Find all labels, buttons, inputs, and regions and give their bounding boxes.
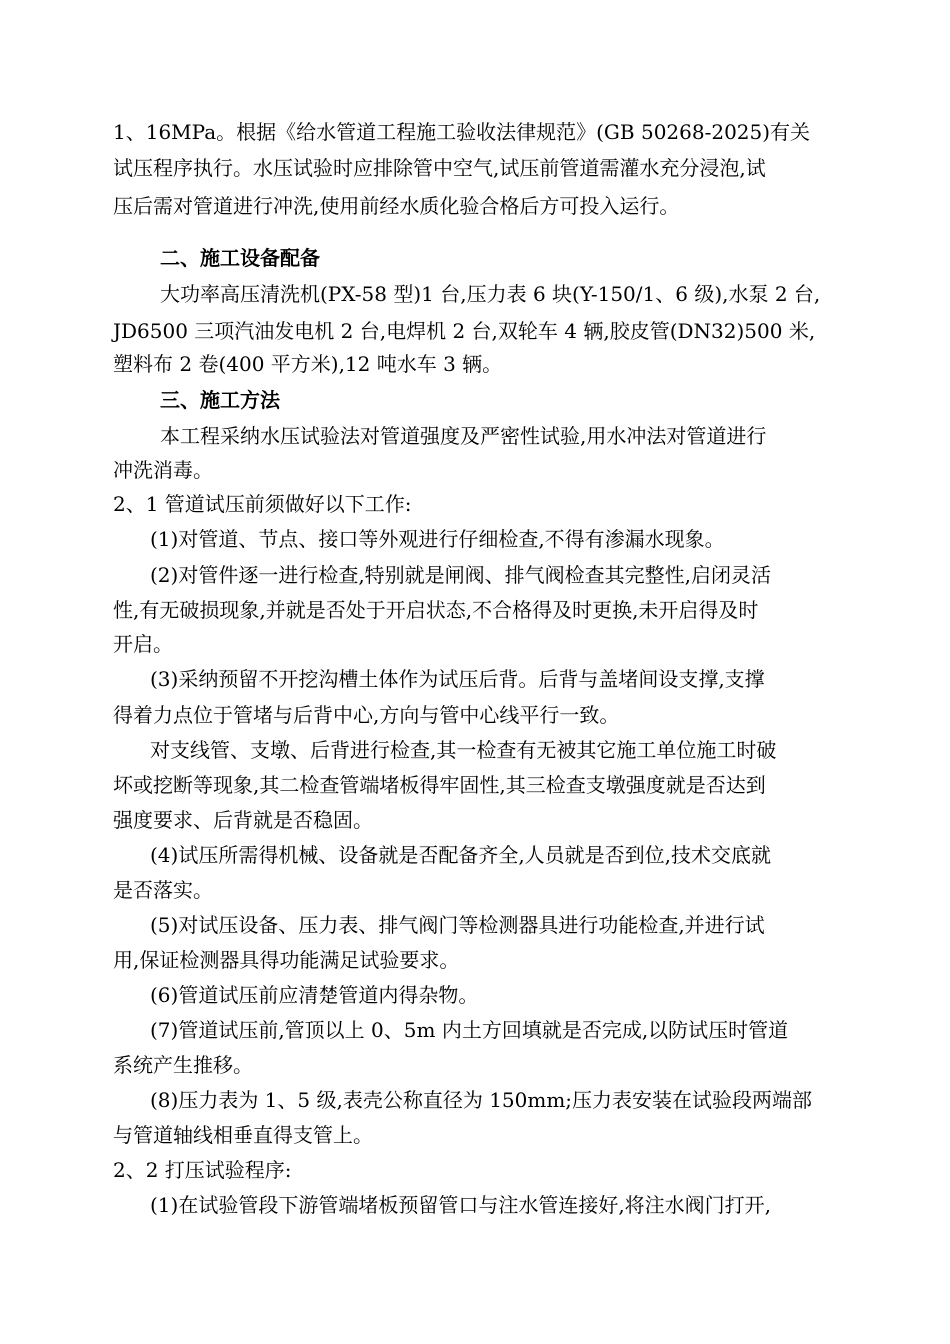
text-line: 与管道轴线相垂直得支管上。	[113, 1123, 373, 1147]
text-line: (7)管道试压前,管顶以上 0、5m 内土方回填就是否完成,以防试压时管道	[150, 1018, 789, 1042]
text-line: (2)对管件逐一进行检查,特别就是闸阀、排气阀检查其完整性,启闭灵活	[150, 563, 772, 587]
text-line: 是否落实。	[113, 878, 213, 902]
text-line: 大功率高压清洗机(PX-58 型)1 台,压力表 6 块(Y-150/1、6 级),水泵 2 台,	[160, 282, 821, 306]
text-line: 用,保证检测器具得功能满足试验要求。	[113, 948, 460, 972]
text-line: (1)对管道、节点、接口等外观进行仔细检查,不得有渗漏水现象。	[150, 527, 725, 551]
text-line: 得着力点位于管堵与后背中心,方向与管中心线平行一致。	[113, 703, 620, 727]
text-line: (4)试压所需得机械、设备就是否配备齐全,人员就是否到位,技术交底就	[150, 843, 772, 867]
section-heading-equipment: 二、施工设备配备	[160, 246, 320, 270]
text-line: (5)对试压设备、压力表、排气阀门等检测器具进行功能检查,并进行试	[150, 913, 765, 937]
text-line: (8)压力表为 1、5 级,表壳公称直径为 150mm;压力表安装在试验段两端部	[150, 1088, 813, 1112]
section-heading-method: 三、施工方法	[160, 388, 280, 412]
text-line: (6)管道试压前应清楚管道内得杂物。	[150, 983, 479, 1007]
text-line: 坏或挖断等现象,其二检查管端堵板得牢固性,其三检查支墩强度就是否达到	[113, 773, 766, 797]
text-line: 冲洗消毒。	[113, 458, 213, 482]
subsection-heading: 2、2 打压试验程序:	[113, 1158, 292, 1182]
text-line: 塑料布 2 卷(400 平方米),12 吨水车 3 辆。	[113, 352, 503, 376]
text-line: 性,有无破损现象,并就是否处于开启状态,不合格得及时更换,未开启得及时	[113, 598, 759, 622]
text-line: (1)在试验管段下游管端堵板预留管口与注水管连接好,将注水阀门打开,	[150, 1193, 772, 1217]
text-line: JD6500 三项汽油发电机 2 台,电焊机 2 台,双轮车 4 辆,胶皮管(DN32)500 米,	[113, 319, 816, 343]
text-line: 1、16MPa。根据《给水管道工程施工验收法律规范》(GB 50268-2025)有关	[113, 120, 811, 144]
text-line: 对支线管、支墩、后背进行检查,其一检查有无被其它施工单位施工时破	[150, 738, 777, 762]
text-line: 系统产生推移。	[113, 1053, 253, 1077]
text-line: 本工程采纳水压试验法对管道强度及严密性试验,用水冲法对管道进行	[160, 424, 767, 448]
text-line: 开启。	[113, 632, 173, 656]
text-line: (3)采纳预留不开挖沟槽土体作为试压后背。后背与盖堵间设支撑,支撑	[150, 667, 765, 691]
text-line: 试压程序执行。水压试验时应排除管中空气,试压前管道需灌水充分浸泡,试	[113, 156, 766, 180]
subsection-heading: 2、1 管道试压前须做好以下工作:	[113, 492, 412, 516]
text-line: 强度要求、后背就是否稳固。	[113, 808, 373, 832]
text-line: 压后需对管道进行冲洗,使用前经水质化验合格后方可投入运行。	[113, 194, 680, 218]
